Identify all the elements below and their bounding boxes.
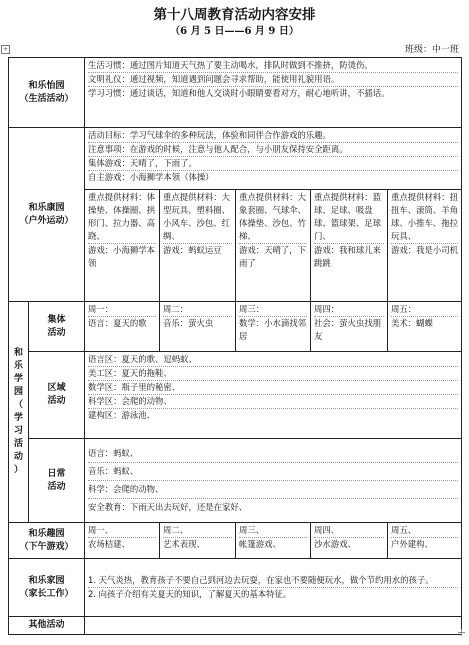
- sub-label-daily: [29, 439, 85, 523]
- area-item: 美工区：夏天的拖鞋、: [88, 367, 458, 381]
- row-outdoor-general: [9, 128, 462, 190]
- outdoor-free-game: 自主游戏：小海狮学本领（体操）: [88, 172, 214, 182]
- afternoon-day-cell: [311, 523, 388, 559]
- row-study-daily: [9, 439, 462, 523]
- afternoon-game: 户外建构、: [391, 539, 433, 549]
- outdoor-day-cell: [311, 190, 388, 302]
- vertical-char: （: [13, 400, 23, 410]
- outdoor-day-cell: [85, 190, 160, 302]
- table-anchor-icon[interactable]: +: [2, 46, 9, 53]
- sub-label-line: 活动: [47, 396, 66, 406]
- section-label-other: 其他活动: [9, 617, 85, 635]
- afternoon-game: 艺术表现、: [163, 539, 205, 549]
- outdoor-general-cell: [85, 128, 462, 190]
- outdoor-game: 游戏：小海狮学本领: [88, 245, 156, 268]
- sub-label-line: 日常: [47, 468, 66, 479]
- day-label: 周一：: [88, 303, 156, 317]
- schedule-table: [8, 57, 462, 635]
- row-afternoon-games: [9, 523, 462, 559]
- section-subtitle: （户外运动）: [19, 215, 74, 226]
- area-item: 语言区：夏天的歌、逗蚂蚁、: [88, 353, 458, 367]
- afternoon-game: 帐篷游戏、: [239, 539, 281, 549]
- daily-item: 语言：蚂蚁、: [88, 445, 458, 463]
- day-label: 周二：: [163, 303, 232, 317]
- section-label-life: [9, 58, 85, 128]
- row-other: [9, 617, 462, 635]
- group-day-cell: [236, 302, 311, 352]
- daily-item: 音乐：蚂蚁、: [88, 463, 458, 481]
- page-subtitle: （6 月 5 日——6 月 9 日）: [170, 26, 299, 37]
- afternoon-game: 沙水游戏、: [314, 539, 356, 549]
- outdoor-note: 注意事项：在游戏的时候，注意与他人配合，与小朋友保持安全距离。: [88, 143, 458, 157]
- row-study-area: [9, 352, 462, 439]
- day-label: 周三：: [239, 303, 307, 317]
- group-activity: 社会：萤火虫找朋友: [314, 318, 382, 341]
- vertical-char: 学: [13, 374, 23, 384]
- vertical-char: 园: [13, 387, 23, 397]
- sub-label-line: 活动: [47, 327, 66, 338]
- afternoon-game: 农场桔建、: [88, 539, 130, 549]
- class-label: 班级：中一班: [404, 45, 459, 55]
- outdoor-game: 游戏：天晴了，下雨了: [239, 245, 307, 268]
- daily-item: 安全教育：下雨天出去玩好，还是在家好、: [88, 502, 248, 512]
- outdoor-day-cell: [160, 190, 236, 302]
- other-activities-cell: [85, 617, 462, 635]
- day-label: 周五：: [391, 303, 458, 317]
- outdoor-materials: 重点提供材料：大象套圈、气球伞、体操垫、沙包、竹梯、: [239, 191, 307, 244]
- vertical-char: 动: [13, 452, 23, 462]
- group-day-cell: [85, 302, 160, 352]
- group-activity: 数学：小水滴找邻居: [239, 318, 307, 341]
- outdoor-materials: 重点提供材料：大型玩具、塑料圈、小风车、沙包、红绸、: [163, 191, 232, 244]
- section-label-outdoor: [9, 128, 85, 302]
- vertical-char: 学: [13, 413, 23, 423]
- vertical-char: 活: [13, 439, 23, 449]
- day-label: 周四：: [314, 303, 384, 317]
- group-day-cell: [388, 302, 462, 352]
- group-activity: 美术：蝴蝶: [391, 318, 433, 328]
- outdoor-materials: 重点提供材料：篮球、足球、吸盘球、篮球架、足球门、: [314, 191, 384, 244]
- daily-activities-cell: [85, 439, 462, 523]
- family-item: 1. 天气炎热，教育孩子不要自己到河边去玩耍，在家也不要随便玩水，做个节约用水的孩子。: [88, 574, 458, 588]
- life-item: 文明礼仪：通过视频，知道遇到问题会寻求帮助，能使用礼貌用语。: [88, 73, 458, 87]
- row-family-work: [9, 559, 462, 617]
- vertical-char: 习: [13, 426, 23, 436]
- area-item: 数学区：瓶子里的秘密、: [88, 381, 458, 395]
- area-item: 建构区：游泳池、: [88, 410, 156, 420]
- sub-label-line: 活动: [47, 481, 66, 492]
- outdoor-game: 游戏：蚂蚁运豆: [163, 245, 222, 255]
- outdoor-materials: 重点提供材料：扭扭车、滚筒、羊角球、小推车、拖拉玩具、: [391, 191, 458, 244]
- outdoor-materials: 重点提供材料：体操垫、体操圈、拱形门、拉力器、高跷、: [88, 191, 156, 244]
- day-label: 周五、: [391, 524, 458, 538]
- section-title: 和乐趣园: [28, 528, 65, 539]
- daily-item: 科学：会爬的动物、: [88, 481, 458, 499]
- row-study-group: [9, 302, 462, 352]
- family-item: 2. 向孩子介绍有关夏天的知识，了解夏天的基本特征。: [88, 589, 292, 599]
- afternoon-day-cell: [85, 523, 160, 559]
- page-title: 第十八周教育活动内容安排: [153, 7, 316, 23]
- vertical-char: ）: [13, 465, 23, 475]
- sub-label-group: [29, 302, 85, 352]
- section-subtitle: （生活活动）: [19, 93, 74, 104]
- group-day-cell: [160, 302, 236, 352]
- area-activities-cell: [85, 352, 462, 439]
- section-title: 和乐康园: [28, 202, 65, 213]
- afternoon-day-cell: [236, 523, 311, 559]
- outdoor-day-cell: [388, 190, 462, 302]
- table-resize-handle-icon[interactable]: [458, 629, 465, 636]
- day-label: 周四、: [314, 524, 384, 538]
- section-subtitle: （下午游戏）: [19, 541, 74, 552]
- group-activity: 音乐：萤火虫: [163, 318, 214, 328]
- outdoor-day-cell: [236, 190, 311, 302]
- family-work-cell: [85, 559, 462, 617]
- day-label: 周二、: [163, 524, 232, 538]
- outdoor-game: 游戏：我是小司机: [391, 245, 459, 255]
- section-subtitle: （家长工作）: [19, 588, 74, 599]
- life-item: 学习习惯：通过谈话，知道和他人交谈时小眼睛要看对方，耐心地听讲，不插话。: [88, 88, 390, 98]
- day-label: 周三、: [239, 524, 307, 538]
- section-label-family: [9, 559, 85, 617]
- life-activities-cell: [85, 58, 462, 128]
- area-item: 科学区：会爬的动物、: [88, 395, 458, 409]
- section-title: 和乐怡园: [28, 80, 65, 91]
- afternoon-day-cell: [388, 523, 462, 559]
- outdoor-goal: 活动目标：学习气球伞的多种玩法，体验和同伴合作游戏的乐趣。: [88, 129, 458, 143]
- day-label: 周一、: [88, 524, 156, 538]
- row-life-activities: [9, 58, 462, 128]
- life-item: 生活习惯：通过图片知道天气热了要主动喝水，排队时做到不推挤，防烫伤。: [88, 59, 458, 73]
- vertical-char: 和: [13, 348, 23, 358]
- section-label-afternoon: [9, 523, 85, 559]
- group-day-cell: [311, 302, 388, 352]
- outdoor-game: 游戏：我和球儿来跳跳: [314, 245, 382, 268]
- sub-label-line: 集体: [47, 314, 66, 325]
- afternoon-day-cell: [160, 523, 236, 559]
- section-label-study: [9, 302, 29, 523]
- outdoor-group-game: 集体游戏：天晴了，下雨了。: [88, 157, 458, 171]
- vertical-char: 乐: [13, 361, 23, 371]
- group-activity: 语言：夏天的歌: [88, 318, 147, 328]
- sub-label-line: 区域: [47, 383, 66, 393]
- sub-label-area: [29, 352, 85, 439]
- section-title: 和乐家园: [28, 575, 65, 586]
